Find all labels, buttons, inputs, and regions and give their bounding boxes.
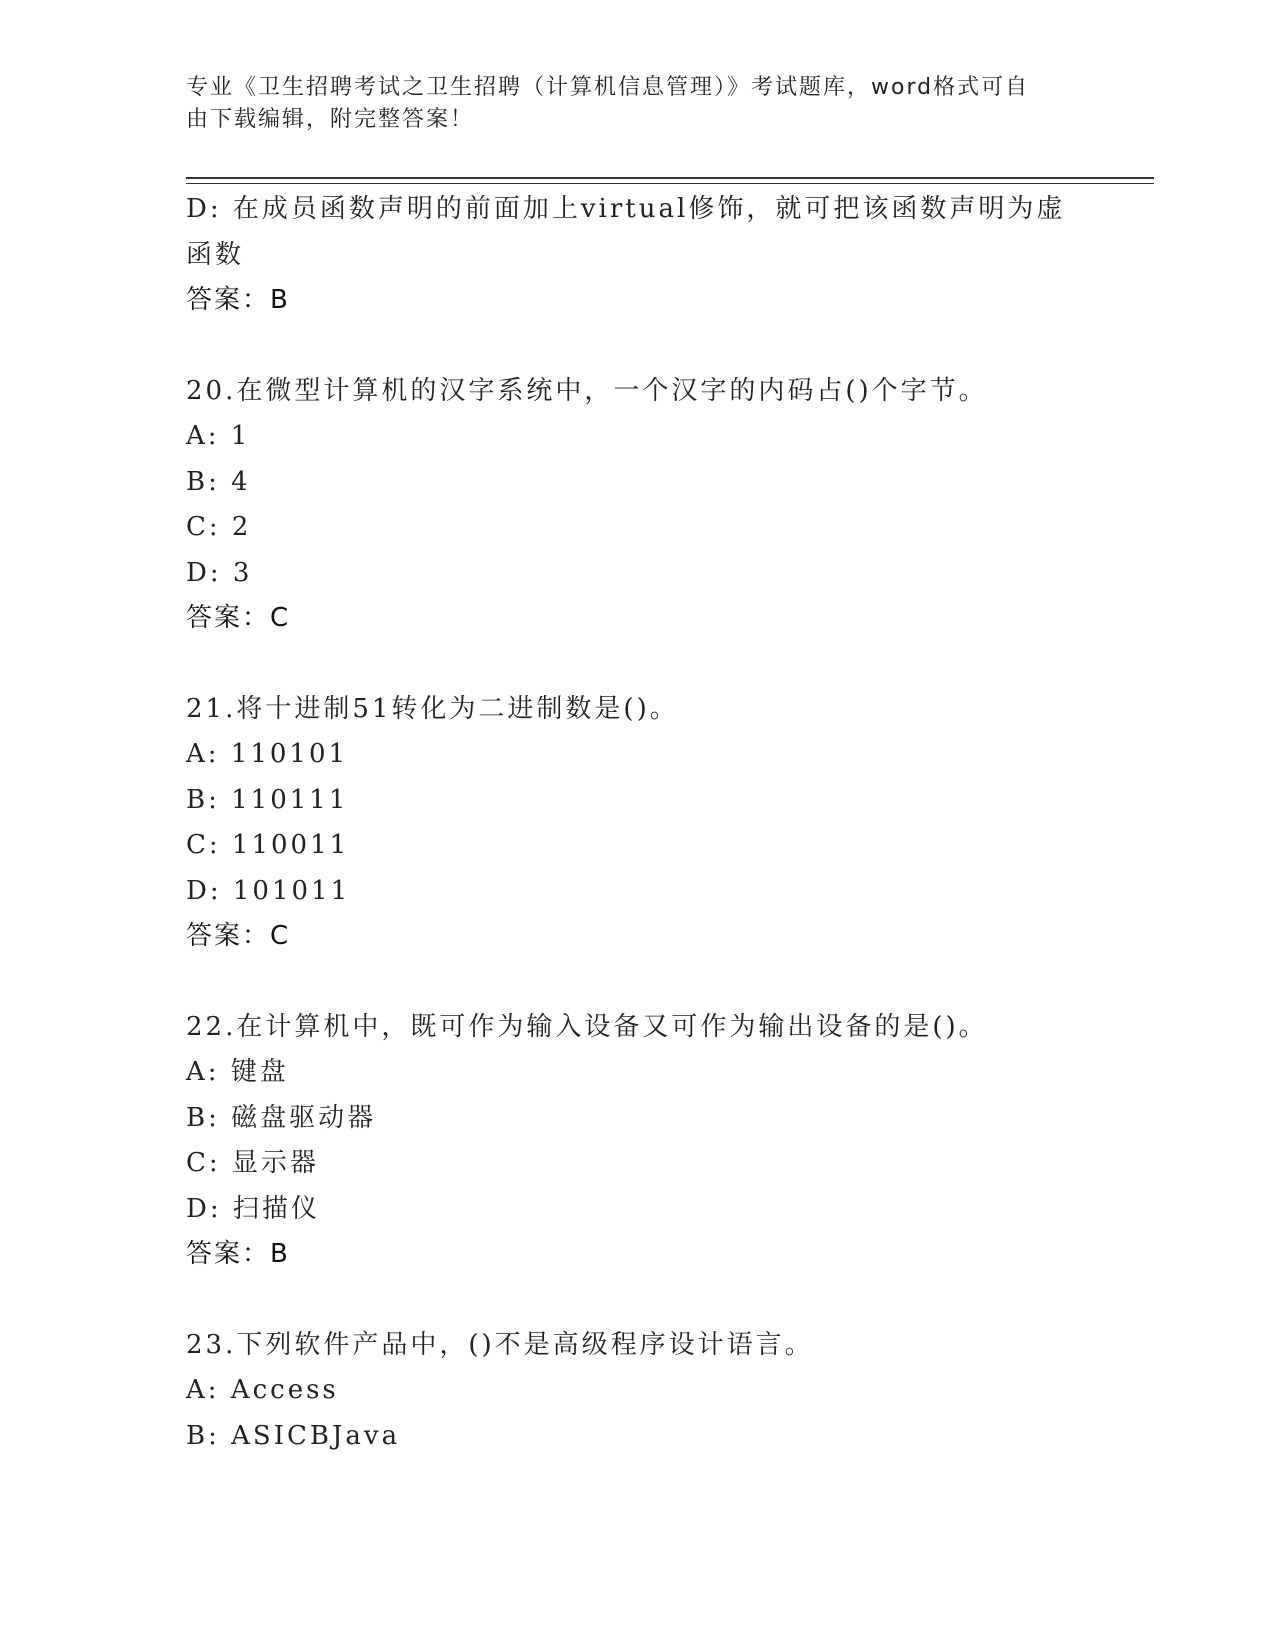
spacer xyxy=(186,1278,1086,1323)
question-stem: 20.在微型计算机的汉字系统中，一个汉字的内码占()个字节。 xyxy=(186,375,988,406)
option-a: A: 110101 xyxy=(186,739,349,769)
question-23 xyxy=(186,1323,1086,1460)
option-d-line-2: 函数 xyxy=(186,239,245,270)
option-d: D: 101011 xyxy=(186,875,351,906)
answer-text: 答案：C xyxy=(186,921,291,951)
spacer xyxy=(186,642,1086,687)
question-list xyxy=(186,187,1086,1459)
option-a: A: Access xyxy=(186,1375,339,1405)
carryover-block xyxy=(186,187,1086,324)
question-22 xyxy=(186,1005,1086,1278)
option-a: A: 键盘 xyxy=(186,1057,289,1087)
question-stem: 22.在计算机中，既可作为输入设备又可作为输出设备的是()。 xyxy=(186,1011,988,1042)
option-b: B: 110111 xyxy=(186,784,349,815)
option-d: D: 扫描仪 xyxy=(186,1193,320,1224)
document-header xyxy=(186,72,1086,136)
header-rule-thick xyxy=(186,177,1154,179)
header-line-1: 专业《卫生招聘考试之卫生招聘（计算机信息管理）》考试题库，word格式可自 xyxy=(186,75,1030,100)
spacer xyxy=(186,960,1086,1005)
option-d: D: 3 xyxy=(186,557,253,588)
option-c: C: 110011 xyxy=(186,830,350,860)
option-a: A: 1 xyxy=(186,421,251,451)
question-21 xyxy=(186,687,1086,960)
answer-text: 答案：B xyxy=(186,1239,290,1269)
answer-text: 答案：C xyxy=(186,603,291,633)
header-line-2: 由下载编辑，附完整答案！ xyxy=(186,107,475,132)
option-c: C: 2 xyxy=(186,512,252,542)
option-b: B: 4 xyxy=(186,466,251,497)
option-c: C: 显示器 xyxy=(186,1148,319,1178)
option-d-line-1: D: 在成员函数声明的前面加上virtual修饰，就可把该函数声明为虚 xyxy=(186,194,1066,224)
option-b: B: ASICBJava xyxy=(186,1420,401,1451)
question-stem: 21.将十进制51转化为二进制数是()。 xyxy=(186,693,679,724)
spacer xyxy=(186,324,1086,369)
option-b: B: 磁盘驱动器 xyxy=(186,1102,377,1133)
answer-text: 答案：B xyxy=(186,285,290,315)
header-rule-thin xyxy=(186,183,1154,184)
question-stem: 23.下列软件产品中，()不是高级程序设计语言。 xyxy=(186,1329,814,1360)
question-20 xyxy=(186,369,1086,642)
